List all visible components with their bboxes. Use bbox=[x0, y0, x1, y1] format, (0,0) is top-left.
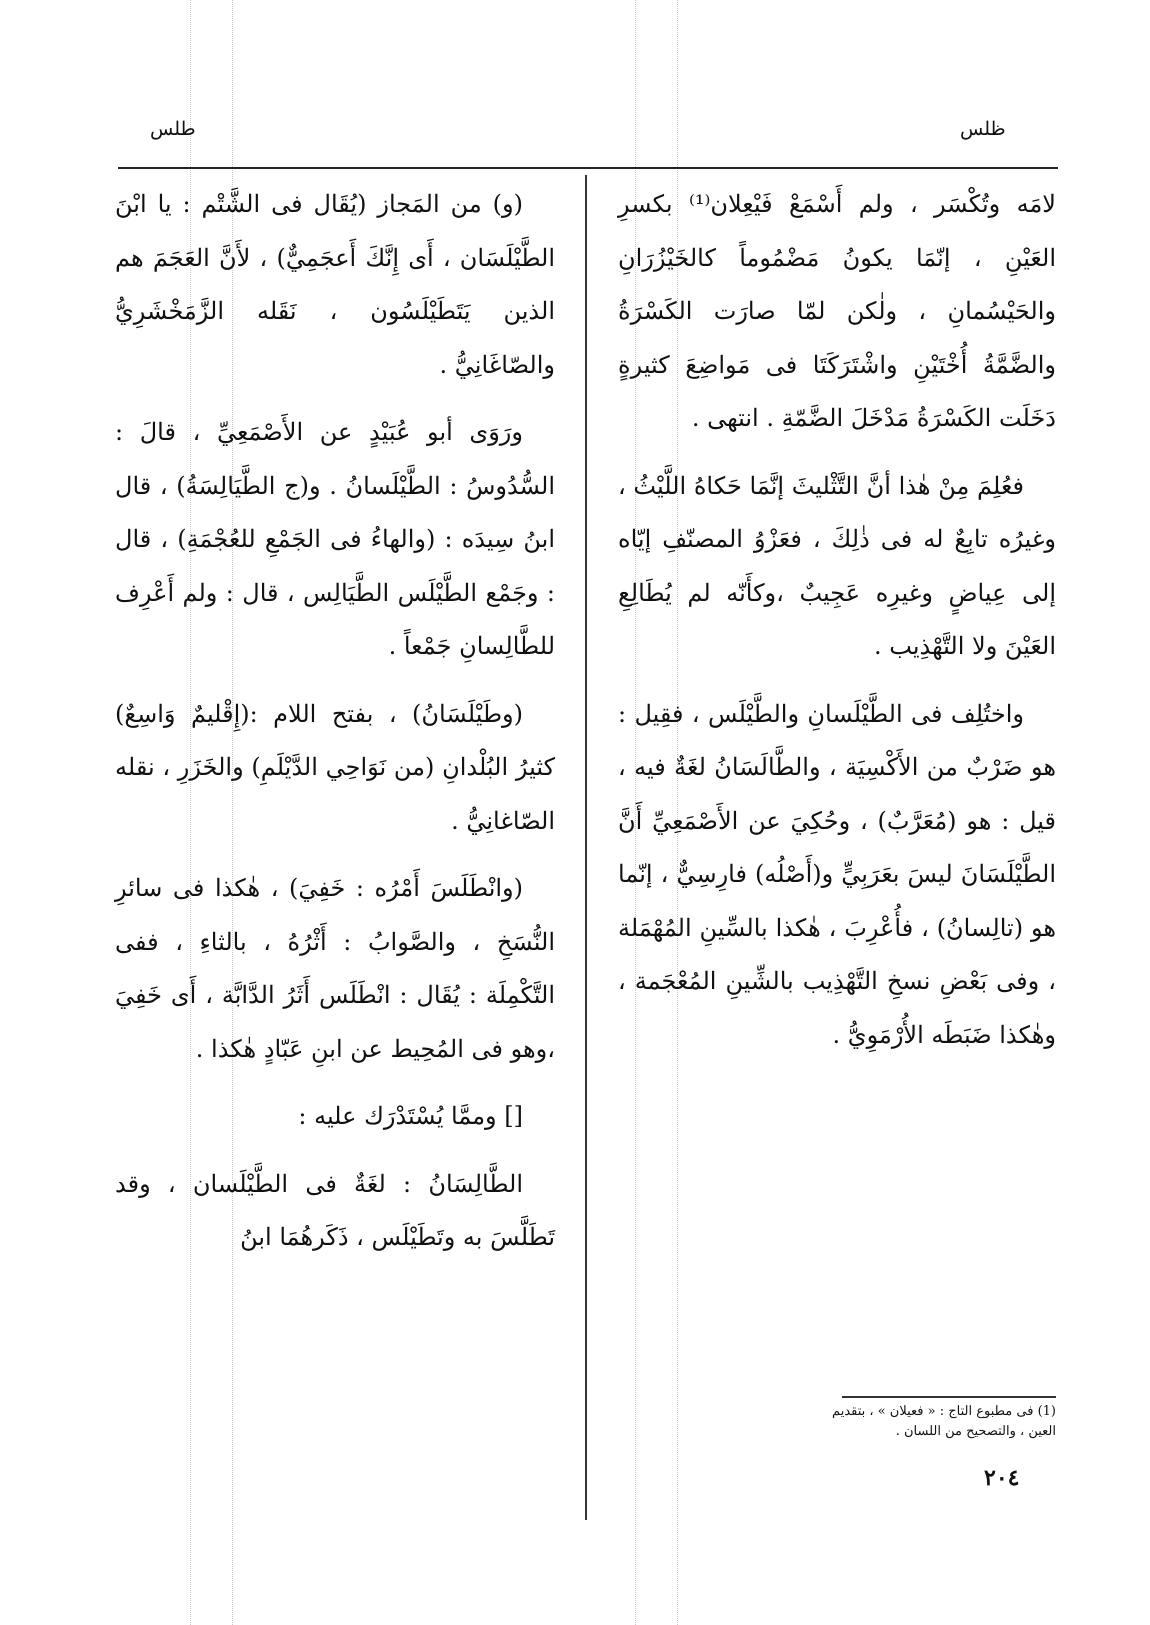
footnote-rule bbox=[842, 1396, 1056, 1398]
paragraph: الطَّالِسَانُ : لغَةٌ فى الطَّيْلَسان ، وقد تَطَلَّسَ به وتَطَيْلَس ، ذَكَرهُمَا ابنُ bbox=[115, 1169, 555, 1251]
paragraph: فعُلِمَ مِنْ هٰذا أنَّ التَّثْليثَ إنَّمَا حَكاهُ اللَّيْثُ ، وغيرُه تابِعٌ له فى ذٰلِكَ ، فعَزْوُ المصنّفِ إيّاه إلى عِياضٍ وغيرِه عَجِيبٌ ،وكأَنّه لم يُطَالِعِ العَيْنَ ولا التَّهْذِيب . bbox=[618, 471, 1056, 660]
running-header-right: ظلس bbox=[960, 118, 1006, 140]
paragraph: (وطَيْلَسَانُ) ، بفتح اللام :(إِقْليمٌ وَاسِعٌ) كثيرُ البُلْدانِ (من نَوَاحِي الدَّيْلَمِ) والخَزَرِ ، نقله الصّاغانِيُّ . bbox=[115, 699, 555, 835]
header-rule bbox=[118, 167, 1058, 169]
paragraph: واختُلِف فى الطَّيْلَسانِ والطَّيْلَس ، فقِيل : هو ضَرْبٌ من الأَكْسِيَة ، والطَّالَسَانُ لغَةٌ فيه ، قيل : هو (مُعَرَّبٌ) ، وحُكِيَ عن الأَصْمَعِيِّ أَنَّ الطَّيْلَسَانَ ليسَ بعَرَبِيٍّ و(أَصْلُه) فارِسِيٌّ ، إنّما هو (تالِسانُ) ، فأُعْرِبَ ، هٰكذا بالسِّينِ المُهْمَلة ، وفى بَعْضِ نسخِ التَّهْذِيب بالشِّينِ المُعْجَمة ، وهٰكذا ضَبَطَه الأُرْمَوِيُّ . bbox=[618, 699, 1056, 1049]
paragraph: لامَه وتُكْسَر ، ولم أَسْمَعْ فَيْعِلان⁽¹⁾ بكسرِ العَيْنِ ، إنّمَا يكونُ مَضْمُوماً كالخَيْزُرَانِ والحَيْسُمانِ ، ولٰكن لمّا صارَت الكَسْرَةُ والضَّمَّةُ أُخْتَيْنِ واشْتَرَكَتَا فى مَواضِعَ كثيرةٍ دَخَلَت الكَسْرَةُ مَدْخَلَ الضَّمّةِ . انتهى . bbox=[618, 190, 1056, 432]
column-divider bbox=[585, 175, 587, 1520]
paragraph: (وانْطَلَسَ أَمْرُه : خَفِيَ) ، هٰكذا فى سائرِ النُّسَخِ ، والصَّوابُ : أَثْرُهُ ، بالثاءِ ، ففى التَّكْمِلَة : يُقَال : انْطَلَس أَثَرُ الدَّابَّة ، أَى خَفِيَ ،وهو فى المُحِيط عن ابنِ عَبّادٍ هٰكذا . bbox=[115, 874, 555, 1063]
page-number: ٢٠٤ bbox=[984, 1465, 1020, 1491]
footnote: (1) فى مطبوع التاج : « فعيلان » ، بتقديم العين ، والتصحيح من اللسان . bbox=[832, 1404, 1056, 1439]
running-header-left: طلس bbox=[150, 118, 196, 140]
paragraph: [] وممَّا يُسْتَدْرَك عليه : bbox=[298, 1102, 523, 1130]
right-text-column bbox=[618, 178, 1056, 1076]
left-text-column bbox=[115, 178, 555, 1279]
paragraph: ورَوَى أبو عُبَيْدٍ عن الأَصْمَعِيِّ ، قالَ : السُّدُوسُ : الطَّيْلَسانُ . و(ج الطَّيَالِسَةُ) ، قال ابنُ سِيدَه : (والهاءُ فى الجَمْعِ للعُجْمَةِ) ، قال : وجَمْع الطَّيْلَس الطَّيَالِس ، قال : ولم أَعْرِف للطَّالِسانِ جَمْعاً . bbox=[115, 418, 555, 660]
paragraph: (و) من المَجاز (يُقَال فى الشَّتْم : يا ابْنَ الطَّيْلَسَان ، أَى إِنَّكَ أَعجَمِيٌّ) ، لأَنَّ العَجَمَ هم الذين يَتَطَيْلَسُون ، نَقَله الزَّمَخْشَرِيُّ والصّاغَانِيُّ . bbox=[115, 190, 555, 379]
